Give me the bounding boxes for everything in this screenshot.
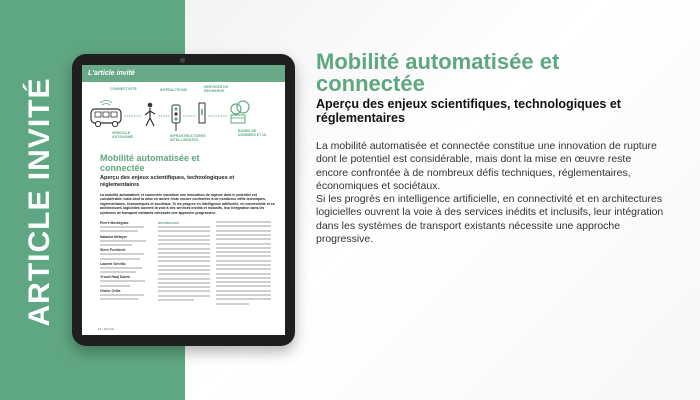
tablet-article-title: Mobilité automatisée et connectée	[100, 153, 200, 173]
camera-icon	[180, 58, 185, 63]
article-body	[316, 140, 666, 246]
tablet-intro-heading: Introduction	[158, 221, 179, 226]
tablet-article-intro: La mobilité automatisée et connectée constitue une innovation de rupture dont le potentiel est considérable, mais dont la mise en œuvre reste encore confrontée à de nombreux défis techniques, réglementaires, économiques et sociétaux. Si les progrès en intelligence artificielle, en connectivité et en architectures logicielles ouvrent la voie à des services inédits et inclusifs, leur intégration dans les systèmes de transport existants nécessite une approche progressive.	[100, 193, 275, 215]
article-heading: Mobilité automatisée et connectée	[316, 49, 560, 96]
side-label: ARTICLE INVITÉ	[23, 77, 56, 327]
diagram-label-vehicle: VÉHICULE AUTONOME	[112, 131, 133, 139]
tablet-text-column-1	[158, 221, 210, 303]
diagram-label-connectivity: CONNECTIVITÉ	[110, 87, 137, 91]
tablet-authors-column	[100, 221, 152, 303]
tablet-header: L'article invité	[82, 65, 285, 82]
author-name: Laurent Servillo	[100, 261, 126, 266]
tablet-article-columns	[100, 221, 279, 309]
tablet-mockup	[72, 54, 295, 346]
author-name: Yrouel Hadj Salem	[100, 275, 130, 280]
article-paragraph-1: La mobilité automatisée et connectée constitue une innovation de rupture dont le potentiel est considérable, mais dont la mise en œuvre reste encore confrontée à de nombreux défis techniques, réglementaires, économiques et sociétaux.	[316, 140, 657, 192]
author-name: Olivier Orfila	[100, 289, 121, 293]
diagram-label-services: SERVICES DE RECHARGE	[204, 85, 229, 93]
article-subheading: Aperçu des enjeux scientifiques, technologiques et réglementaires	[316, 97, 621, 125]
tablet-screen	[82, 65, 285, 335]
author-name: Steve Pechberti	[100, 248, 126, 253]
article-paragraph-2: Si les progrès en intelligence artificielle, en connectivité et en architectures logicielles ouvrent la voie à des services inédits et inclusifs, leur intégration dans les systèmes de transport existants nécessite une approche progressive.	[316, 193, 664, 246]
author-name: Pierre Montégnac	[100, 221, 129, 226]
diagram-label-infrastructure: INFRASTRUCTURES INTELLIGENTES	[170, 134, 206, 142]
diagram-label-data: BASES DE DONNÉES ET IA	[238, 129, 266, 137]
author-name: Natacha Métayer	[100, 234, 127, 239]
tablet-diagram	[88, 85, 279, 149]
tablet-text-column-2	[216, 221, 271, 307]
tablet-article-subtitle: Aperçu des enjeux scientifiques, technologiques et réglementaires	[100, 175, 235, 188]
diagram-label-interactions: INTERACTIONS	[160, 88, 187, 92]
tablet-footer: 64 | REVUE	[98, 327, 115, 331]
